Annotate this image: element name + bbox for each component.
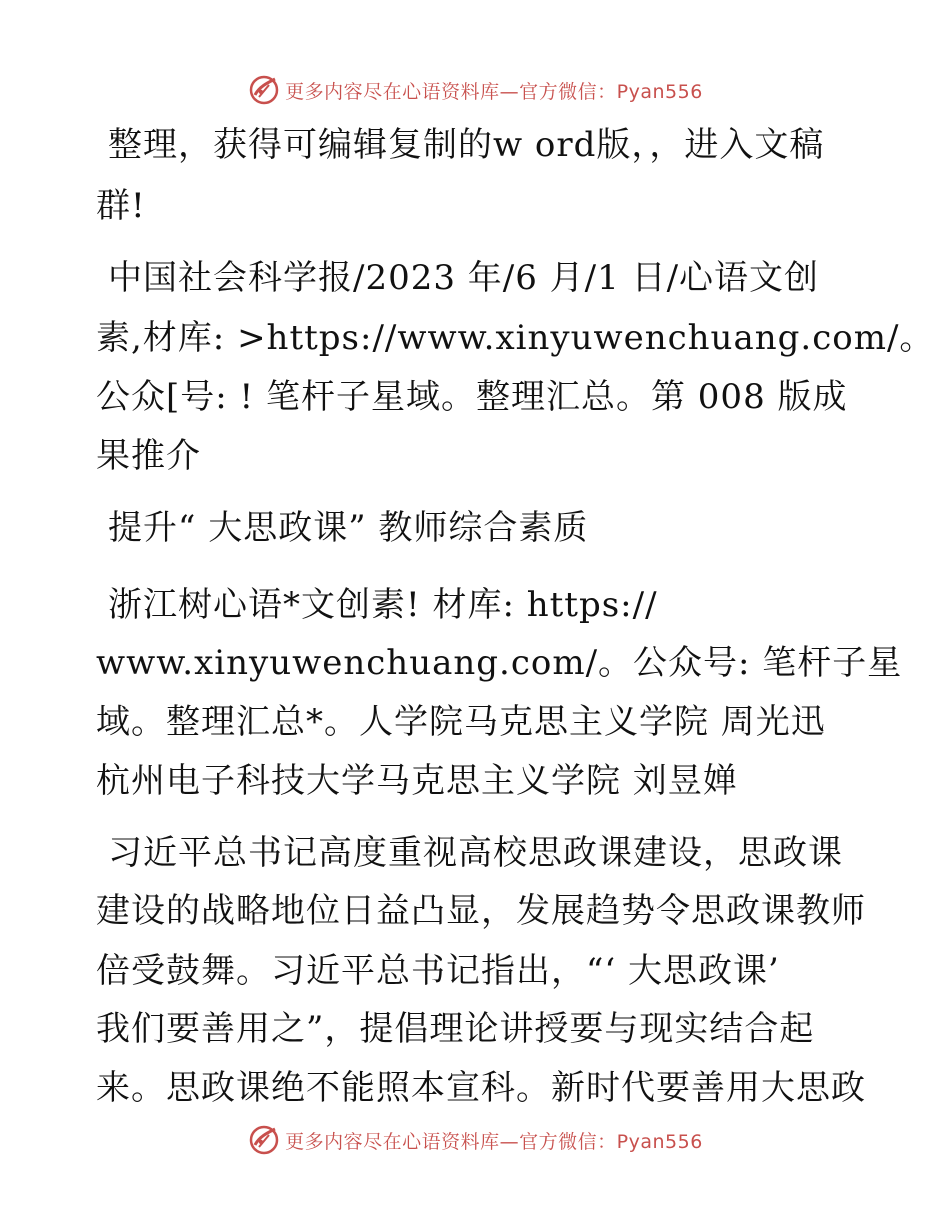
text-line: 建设的战略地位日益凸显，发展趋势令思政课教师 <box>96 891 866 931</box>
banner-text: 更多内容尽在心语资料库—官方微信： <box>285 80 617 103</box>
text-line: 素,材库: >https://www.xinyuwenchuang.com/。 <box>96 318 935 358</box>
banner-text: 更多内容尽在心语资料库—官方微信： <box>285 1130 617 1153</box>
text-line: 杭州电子科技大学马克思主义学院 刘昱婵 <box>96 761 738 801</box>
text-line: www.xinyuwenchuang.com/。公众号: 笔杆子星 <box>96 643 903 683</box>
text-line: 倍受鼓舞。习近平总书记指出，“‘ 大思政课’ <box>96 951 780 991</box>
text-line: 浙江树心语*文创素! 材库: https:// <box>108 585 658 625</box>
text-line: 公众[号: ! 笔杆子星域。整理汇总。第 008 版成 <box>96 377 848 417</box>
text-line: 来。思政课绝不能照本宣科。新时代要善用大思政 <box>96 1068 866 1108</box>
text-line: 中国社会科学报/2023 年/6 月/1 日/心语文创 <box>108 258 820 298</box>
text-line: 习近平总书记高度重视高校思政课建设，思政课 <box>108 833 843 873</box>
wechat-id: Pyan556 <box>616 80 703 103</box>
footer-watermark <box>0 1120 950 1160</box>
article-title: 提升“ 大思政课” 教师综合素质 <box>108 508 589 548</box>
text-line: 整理，获得可编辑复制的w ord版，，进入文稿 <box>108 125 825 165</box>
text-line: 我们要善用之”，提倡理论讲授要与现实结合起 <box>96 1009 815 1049</box>
text-line: 果推介 <box>96 436 201 476</box>
text-line: 域。整理汇总*。人学院马克思主义学院 周光迅 <box>96 702 826 742</box>
wechat-id: Pyan556 <box>616 1130 703 1153</box>
logo-icon <box>247 73 281 107</box>
text-line: 群! <box>96 186 146 226</box>
header-watermark <box>0 70 950 110</box>
logo-icon <box>247 1123 281 1157</box>
